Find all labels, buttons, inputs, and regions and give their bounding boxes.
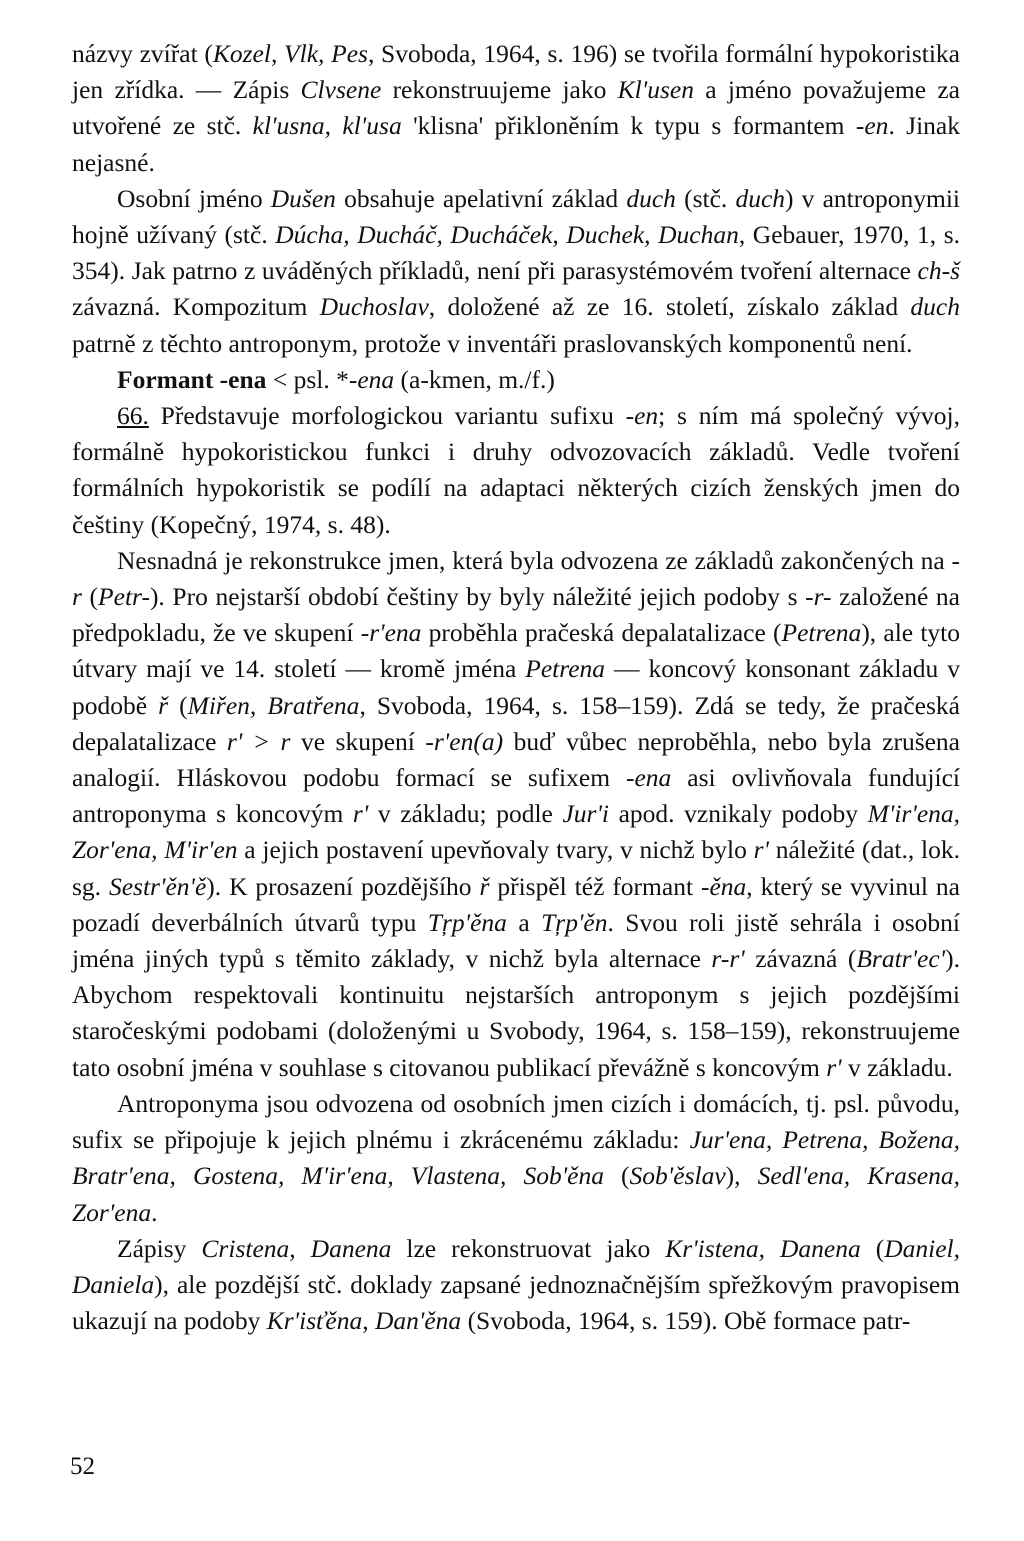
section-number: 66. [117,401,149,431]
paragraph-66: 66. Představuje morfologickou variantu sufixu -en; s ním má společný vývoj, formálně hypokoristickou funkci i druhy odvozovacích základů. Vedle tvoření formálních hypokoristik se podílí na adaptaci některých cizích ženských jmen do češtiny (Kopečný, 1974, s. 48). [72,401,961,539]
page-body [72,36,960,1339]
paragraph-continuation: názvy zvířat (Kozel, Vlk, Pes, Svoboda, 1964, s. 196) se tvořila formální hypokoristika jen zřídka. — Zápis Clvsene rekonstruujeme jako Kl'usen a jméno považujeme za utvořené ze stč. kl'usna, kl'usa 'klisna' přikloněním k typu s formantem -en. Jinak nejasné. [72,39,961,177]
paragraph-antroponyma: Antroponyma jsou odvozena od osobních jmen cizích i domácích, tj. psl. původu, sufix se připojuje k jejich plnému i zkrácenému základu: Jur'ena, Petrena, Božena, Bratr'ena, Gostena, M'ir'ena, Vlastena, Sob'ěna (Sob'ěslav), Sedl'ena, Krasena, Zor'ena. [72,1088,960,1227]
page-number: 52 [70,1453,95,1480]
section-heading: Formant -ena < psl. *-ena (a-kmen, m./f.) [117,364,555,394]
paragraph-petr: Nesnadná je rekonstrukce jmen, která byla odvozena ze základů zakončených na -r (Petr-). Pro nejstarší období češtiny by byly náležité jejich podoby s -r- založené na předpokladu, že ve skupení -r'ena proběhla pračeská depalatalizace (Petrena), ale tyto útvary mají ve 14. století — kromě jména Petrena — koncový konsonant základu v podobě ř (Miřen, Bratřena, Svoboda, 1964, s. 158–159). Zdá se tedy, že pračeská depalatalizace r' > r ve skupení -r'en(a) buď vůbec neproběhla, nebo byla zrušena analogií. Hláskovou podobu formací se sufixem -ena asi ovlivňovala fundující antroponyma s koncovým r' v základu; podle Jur'i apod. vznikaly podoby M'ir'ena, Zor'ena, M'ir'en a jejich postavení upevňovaly tvary, v nichž bylo r' náležité (dat., lok. sg. Sestr'ěn'ě). K prosazení pozdějšího ř přispěl též formant -ěna, který se vyvinul na pozadí deverbálních útvarů typu Tŗp'ěna a Tŗp'ěn. Svou roli jistě sehrála i osobní jména jiných typů s těmito základy, v nichž byla alternace r-r' závazná (Bratr'ec'). Abychom respektovali kontinuitu nejstarších antroponym s jejich pozdějšími staročeskými podobami (doloženými u Svobody, 1964, s. 158–159), rekonstruujeme tato osobní jména v souhlase s citovanou publikací převážně s koncovým r' v základu. [72,545,961,1082]
paragraph-dusen: Osobní jméno Dušen obsahuje apelativní základ duch (stč. duch) v antroponymii hojně užívaný (stč. Dúcha, Ducháč, Ducháček, Duchek, Duchan, Gebauer, 1970, 1, s. 354). Jak patrno z uváděných příkladů, není při parasystémovém tvoření alternace ch-š závazná. Kompozitum Duchoslav, doložené až ze 16. století, získalo základ duch patrně z těchto antroponym, protože v inventáři praslovanských komponentů není. [72,183,961,358]
paragraph-zapisy: Zápisy Cristena, Danena lze rekonstruovat jako Kr'istena, Danena (Daniel, Daniela), ale pozdější stč. doklady zapsané jednoznačnějším spřežkovým pravopisem ukazují na podoby Kr'isťěna, Dan'ěna (Svoboda, 1964, s. 159). Obě formace patr- [72,1233,961,1336]
